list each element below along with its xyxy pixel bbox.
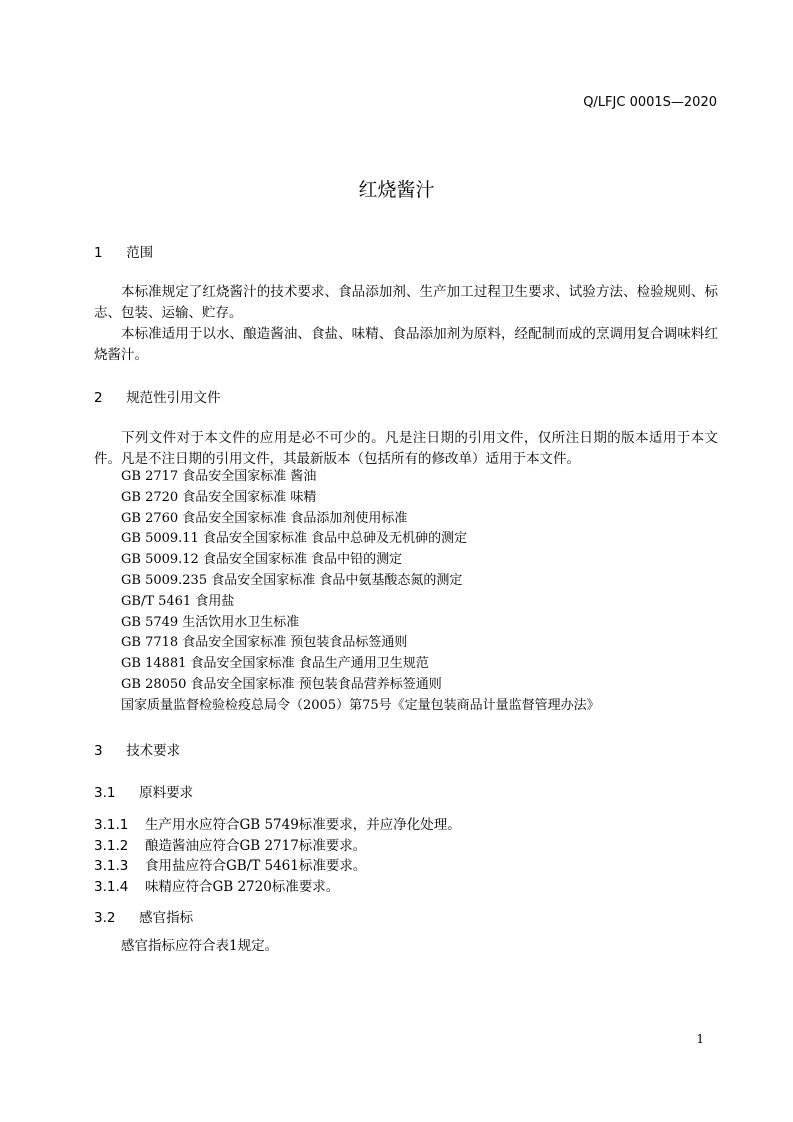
reference-list <box>121 467 600 717</box>
scope-paragraph-1: 本标准规定了红烧酱汁的技术要求、食品添加剂、生产加工过程卫生要求、试验方法、检验规则、标志、包装、运输、贮存。 <box>94 284 718 321</box>
scope-paragraph-2: 本标准适用于以水、酿造酱油、食盐、味精、食品添加剂为原料，经配制而成的烹调用复合调味料红烧酱汁。 <box>94 326 718 363</box>
requirement-item <box>94 875 339 895</box>
section-title: 技术要求 <box>126 743 181 759</box>
section-number: 2 <box>94 390 103 406</box>
reference-item: GB 2760 食品安全国家标准 食品添加剂使用标准 <box>121 510 408 526</box>
requirement-item <box>94 834 366 854</box>
reference-item: GB 5009.11 食品安全国家标准 食品中总砷及无机砷的测定 <box>121 531 468 547</box>
reference-item: GB 5009.12 食品安全国家标准 食品中铅的测定 <box>121 552 403 568</box>
document-title: 红烧酱汁 <box>358 179 435 201</box>
reference-item: GB 5009.235 食品安全国家标准 食品中氨基酸态氮的测定 <box>121 572 463 588</box>
subsection-title: 感官指标 <box>139 910 194 926</box>
document-code: Q/LFJC 0001S—2020 <box>583 95 717 110</box>
requirement-item <box>94 813 461 833</box>
requirement-text: 食用盐应符合GB/T 5461标准要求。 <box>144 858 367 874</box>
section-number: 3 <box>94 743 103 759</box>
section-title: 范围 <box>126 245 154 261</box>
section-title: 规范性引用文件 <box>126 390 221 406</box>
reference-item: GB 2717 食品安全国家标准 酱油 <box>121 469 317 484</box>
requirement-number: 3.1.3 <box>94 858 129 874</box>
requirement-item <box>94 854 366 874</box>
subsection-title: 原料要求 <box>139 785 194 801</box>
section-3-heading <box>94 739 180 759</box>
section-number: 1 <box>94 245 103 261</box>
section-3-2-heading <box>94 906 193 926</box>
requirement-number: 3.1.2 <box>94 838 129 854</box>
section-3-1-heading <box>94 781 193 801</box>
requirement-text: 生产用水应符合GB 5749标准要求，并应净化处理。 <box>144 817 461 833</box>
reference-item: GB 5749 生活饮用水卫生标准 <box>121 614 300 630</box>
reference-item: 国家质量监督检验检疫总局令（2005）第75号《定量包装商品计量监督管理办法》 <box>121 697 600 713</box>
references-intro: 下列文件对于本文件的应用是必不可少的。凡是注日期的引用文件，仅所注日期的版本适用于本文件。凡是不注日期的引用文件，其最新版本（包括所有的修改单）适用于本文件。 <box>94 430 718 467</box>
sensory-paragraph: 感官指标应符合表1规定。 <box>121 938 279 954</box>
page-number: 1 <box>696 1032 704 1046</box>
requirement-number: 3.1.1 <box>94 817 129 833</box>
reference-item: GB 28050 食品安全国家标准 预包装食品营养标签通则 <box>121 676 442 692</box>
requirement-text: 味精应符合GB 2720标准要求。 <box>144 879 340 895</box>
reference-item: GB 7718 食品安全国家标准 预包装食品标签通则 <box>121 635 408 651</box>
reference-item: GB 14881 食品安全国家标准 食品生产通用卫生规范 <box>121 656 429 672</box>
section-1-heading <box>94 241 153 261</box>
requirement-text: 酿造酱油应符合GB 2717标准要求。 <box>144 838 367 854</box>
reference-item: GB/T 5461 食用盐 <box>121 593 235 609</box>
subsection-number: 3.1 <box>94 785 116 801</box>
subsection-number: 3.2 <box>94 910 116 926</box>
reference-item: GB 2720 食品安全国家标准 味精 <box>121 489 317 505</box>
section-2-heading <box>94 386 221 406</box>
requirement-number: 3.1.4 <box>94 879 129 895</box>
